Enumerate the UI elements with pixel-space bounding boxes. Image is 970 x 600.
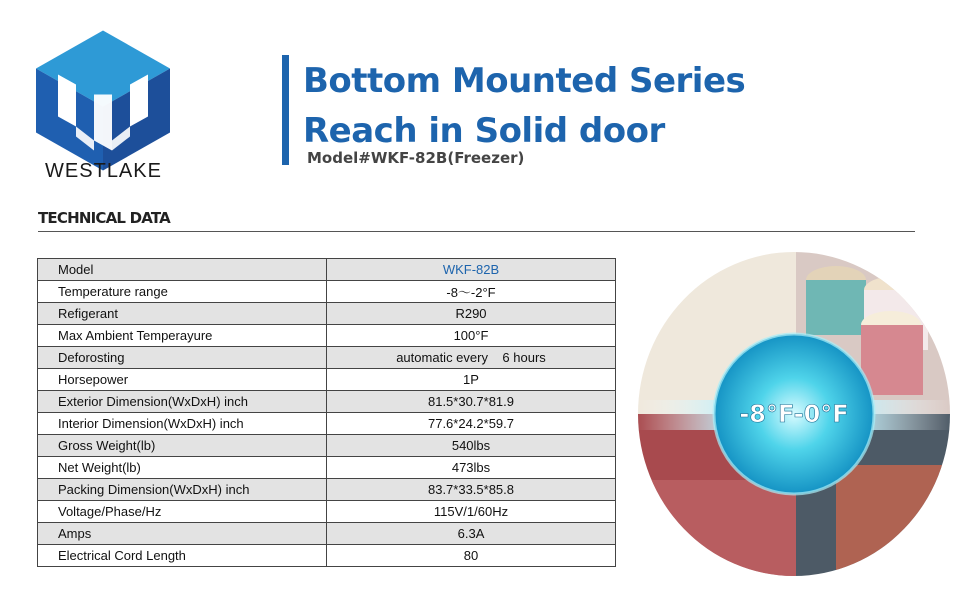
spec-label: Voltage/Phase/Hz <box>38 501 327 523</box>
table-row <box>38 369 616 391</box>
spec-label: Horsepower <box>38 369 327 391</box>
spec-label: Interior Dimension(WxDxH) inch <box>38 413 327 435</box>
table-row <box>38 435 616 457</box>
table-row <box>38 413 616 435</box>
spec-value: R290 <box>327 303 616 325</box>
table-row <box>38 457 616 479</box>
spec-table <box>37 258 616 567</box>
spec-value: 77.6*24.2*59.7 <box>327 413 616 435</box>
section-title: TECHNICAL DATA <box>38 209 170 227</box>
spec-value: 100°F <box>327 325 616 347</box>
spec-value: 540lbs <box>327 435 616 457</box>
spec-value: automatic every 6 hours <box>327 347 616 369</box>
title-line-1: Bottom Mounted Series <box>303 61 746 101</box>
spec-value: 115V/1/60Hz <box>327 501 616 523</box>
spec-label: Model <box>38 259 327 281</box>
spec-value: WKF-82B <box>327 259 616 281</box>
temperature-badge-text: -8°F-0°F <box>739 400 849 428</box>
spec-label: Amps <box>38 523 327 545</box>
table-row <box>38 259 616 281</box>
brand-wordmark: WESTLAKE <box>45 160 162 182</box>
table-row <box>38 391 616 413</box>
spec-value: -8～-2°F <box>327 281 616 303</box>
spec-label: Net Weight(lb) <box>38 457 327 479</box>
model-number: Model#WKF-82B(Freezer) <box>307 149 525 167</box>
page-title <box>303 56 745 156</box>
freezer-promo-image <box>636 250 952 578</box>
spec-label: Gross Weight(lb) <box>38 435 327 457</box>
spec-value: 6.3A <box>327 523 616 545</box>
title-line-2: Reach in Solid door <box>303 111 665 151</box>
table-row <box>38 303 616 325</box>
spec-value: 1P <box>327 369 616 391</box>
spec-value: 83.7*33.5*85.8 <box>327 479 616 501</box>
section-divider <box>38 231 915 232</box>
table-row <box>38 325 616 347</box>
spec-label: Deforosting <box>38 347 327 369</box>
spec-value: 81.5*30.7*81.9 <box>327 391 616 413</box>
table-row <box>38 347 616 369</box>
spec-value: 80 <box>327 545 616 567</box>
table-row <box>38 281 616 303</box>
spec-label: Refigerant <box>38 303 327 325</box>
westlake-logo-icon <box>36 18 171 183</box>
spec-label: Max Ambient Temperayure <box>38 325 327 347</box>
table-row <box>38 479 616 501</box>
spec-value: 473lbs <box>327 457 616 479</box>
spec-label: Electrical Cord Length <box>38 545 327 567</box>
title-accent-bar <box>282 55 289 165</box>
spec-label: Exterior Dimension(WxDxH) inch <box>38 391 327 413</box>
spec-label: Packing Dimension(WxDxH) inch <box>38 479 327 501</box>
spec-label: Temperature range <box>38 281 327 303</box>
table-row <box>38 545 616 567</box>
table-row <box>38 501 616 523</box>
table-row <box>38 523 616 545</box>
